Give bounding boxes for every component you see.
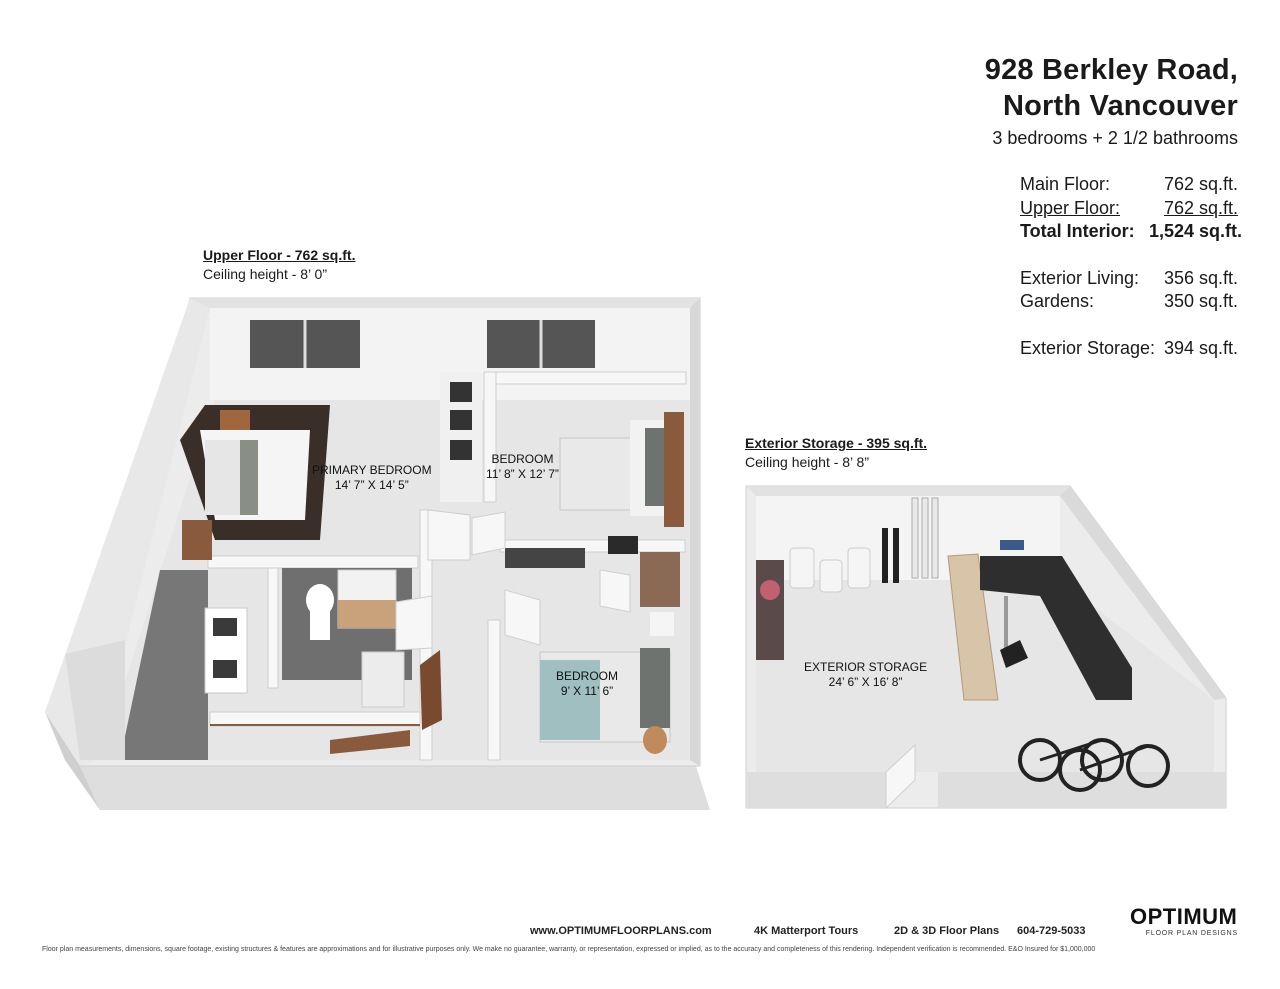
area-label: Total Interior: <box>1020 221 1135 241</box>
room-name: PRIMARY BEDROOM <box>312 463 432 477</box>
room-name: EXTERIOR STORAGE <box>804 660 928 674</box>
area-label: Main Floor: <box>1020 174 1111 194</box>
exterior-storage-heading: Exterior Storage - 395 sq.ft. <box>745 435 928 451</box>
area-label: Exterior Living: <box>1020 268 1140 288</box>
footer-website-link[interactable]: www.OPTIMUMFLOORPLANS.com <box>530 925 712 937</box>
room-label-bedroom-3 <box>556 669 618 699</box>
area-value: 762 sq.ft. <box>1163 174 1238 194</box>
footer-service-tours: 4K Matterport Tours <box>754 925 859 937</box>
area-value: 356 sq.ft. <box>1163 268 1238 288</box>
room-label-primary-bedroom <box>312 463 432 493</box>
room-name: BEDROOM <box>556 669 619 683</box>
area-value: 394 sq.ft. <box>1163 338 1238 358</box>
area-label: Exterior Storage: <box>1020 338 1156 358</box>
room-dimensions: 24’ 6” X 16’ 8” <box>828 675 903 689</box>
footer-phone: 604-729-5033 <box>1017 925 1086 937</box>
room-label-bedroom-2 <box>486 452 559 482</box>
optimum-logo <box>1130 906 1238 938</box>
exterior-storage-ceiling: Ceiling height - 8’ 8” <box>745 454 869 470</box>
upper-floor-ceiling: Ceiling height - 8’ 0” <box>203 266 327 282</box>
room-dimensions: 9’ X 11’ 6” <box>560 684 614 698</box>
area-value: 1,524 sq.ft. <box>1148 221 1242 241</box>
logo-wordmark: OPTIMUM <box>1130 904 1238 929</box>
logo-tagline: FLOOR PLAN DESIGNS <box>1145 930 1238 937</box>
address-line-1: 928 Berkley Road, <box>984 54 1238 86</box>
upper-floor-heading: Upper Floor - 762 sq.ft. <box>203 247 356 263</box>
room-dimensions: 11’ 8” X 12’ 7” <box>486 467 559 481</box>
room-dimensions: 14’ 7” X 14’ 5” <box>334 478 409 492</box>
address-line-2: North Vancouver <box>1002 90 1238 122</box>
property-summary: 3 bedrooms + 2 1/2 bathrooms <box>992 128 1238 148</box>
footer-disclaimer: Floor plan measurements, dimensions, square footage, existing structures & features are approximations and for illustrative purposes only. We make no guarantee, warranty, or representation, expressed or implied, as to the accuracy and completeness of this rendering. Independent verification is recommended. E&O Insured for $1,000,000 <box>42 946 1096 953</box>
room-label-exterior-storage <box>804 660 927 690</box>
footer-service-floorplans: 2D & 3D Floor Plans <box>894 925 1000 937</box>
area-label: Gardens: <box>1020 291 1095 311</box>
room-name: BEDROOM <box>491 452 554 466</box>
area-value: 350 sq.ft. <box>1163 291 1238 311</box>
area-value: 762 sq.ft. <box>1163 198 1238 218</box>
area-label: Upper Floor: <box>1020 198 1121 218</box>
